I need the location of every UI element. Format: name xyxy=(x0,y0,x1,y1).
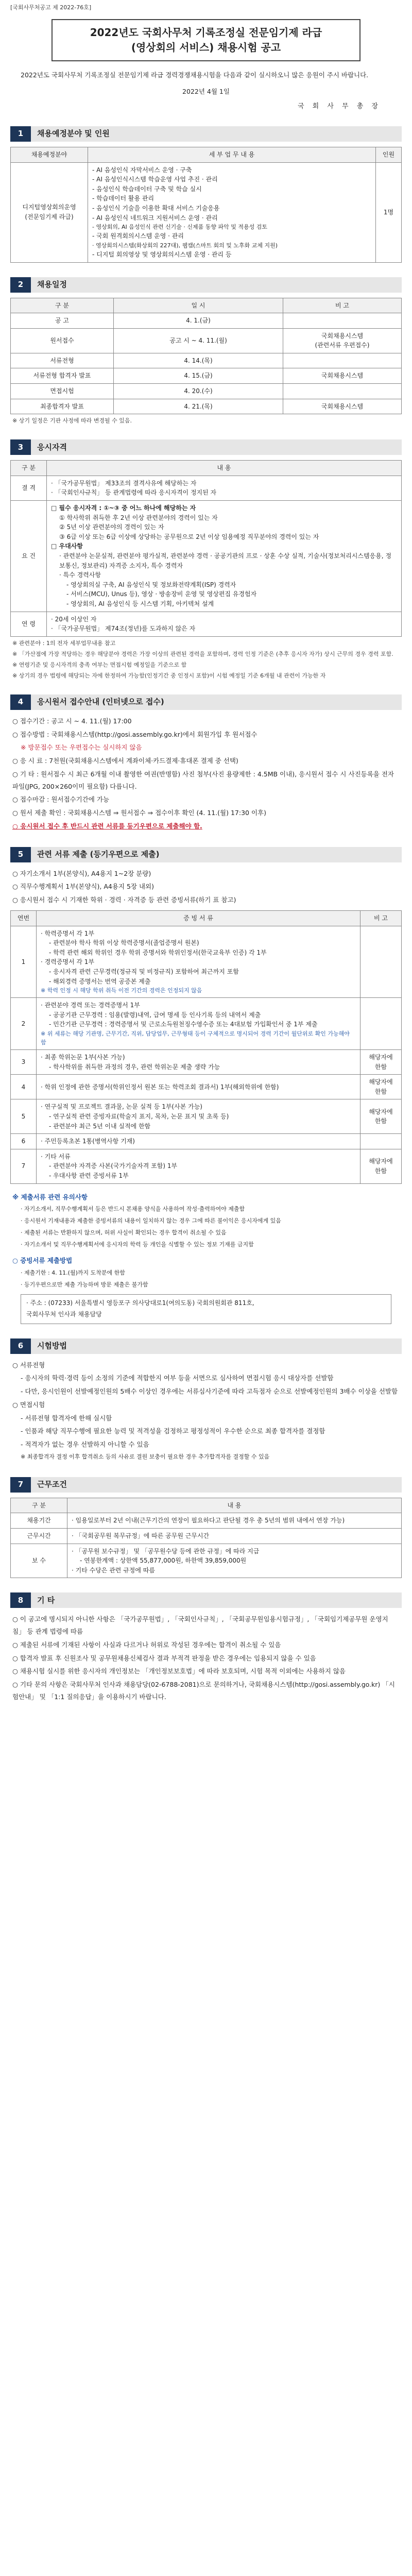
row-number: 5 xyxy=(11,1099,37,1134)
col-header: 비 고 xyxy=(360,910,402,926)
content-line: · 임용일로부터 2년 이내(근무기간의 연장이 필요하다고 판단될 경우 총 5년의 범위 내에서 연장 가능) xyxy=(72,1517,345,1524)
row-label: 요 건 xyxy=(11,501,47,612)
duty-item: - 학습데이터 활용 관리 xyxy=(92,195,154,202)
schedule-step: 면접시험 xyxy=(11,384,114,399)
notice-number: [국회사무처공고 제 2022-76호] xyxy=(10,4,92,11)
notice-title xyxy=(52,19,360,61)
eligibility-note: ※ 상기의 경우 법령에 해당되는 자에 한정하여 가능함(인정기간 중 인정시 포함)이 시험 예정일 기준 6개월 내 관련이 가능한 자 xyxy=(12,672,326,679)
info-line: ※ 최종합격자 결정 이후 합격취소 등의 사유로 결원 보충이 필요한 경우 추가합격자를 결정할 수 있음 xyxy=(21,1453,270,1460)
content-line: · 「국가공무원법」 제74조(정년)를 도과하지 않은 자 xyxy=(51,625,196,633)
row-content xyxy=(37,1050,360,1075)
note-line: · 자기소개서, 직무수행계획서 등은 반드시 본채용 양식을 사용하여 작성·출력하여야 제출함 xyxy=(21,1206,245,1213)
submit-line: · 등기우편으로만 제출 가능하며 방문 제출은 불가함 xyxy=(21,1281,148,1288)
section-number: 4 xyxy=(10,694,31,710)
info-line: ○ 서류전형 xyxy=(12,1361,45,1369)
col-header: 구 분 xyxy=(11,298,114,313)
duty-item: - 국회 원격회의시스템 운영 · 관리 xyxy=(92,232,184,240)
content-line: · 특수 경력사항 xyxy=(59,571,101,579)
duty-item: - AI 음성인식 자막서비스 운영 · 구축 xyxy=(92,166,192,174)
row-content xyxy=(37,1134,360,1149)
content-line: - 관련분야 학사 학위 이상 학력증명서(졸업증명서 원본) xyxy=(49,939,199,947)
content-line: ③ 6급 이상 또는 6급 이상에 상당하는 공무원으로 2년 이상 임용예정 직무분야의 경력이 있는 자 xyxy=(59,533,319,540)
content-line: · 기타 서류 xyxy=(41,1153,71,1160)
mailing-address-box xyxy=(21,1294,391,1324)
table-row xyxy=(11,353,402,368)
table-row xyxy=(11,1099,402,1134)
duty-item: - 음성인식 학습데이터 구축 및 학습 실시 xyxy=(92,185,202,193)
content-line: · 연구실적 및 프로젝트 결과물, 논문 실적 등 1부(사본 가능) xyxy=(41,1103,202,1111)
row-content xyxy=(37,1099,360,1134)
col-header: 증 빙 서 류 xyxy=(37,910,360,926)
section-number: 5 xyxy=(10,847,31,862)
row-number: 2 xyxy=(11,998,37,1050)
section-number: 1 xyxy=(10,126,31,142)
content-line: ※ 학력 인정 시 해당 학위 취득 이전 기간의 경력은 인정되지 않음 xyxy=(41,987,202,994)
row-note: 해당자에 한함 xyxy=(360,1099,402,1134)
content-line: · 관련분야 논문실적, 관련분야 평가실적, 관련분야 경력 · 공공기관의 프로 · 상훈 수상 실적, 기술사(정보처리시스템응용, 정보통신, 정보관리) 자격증 소지자, 특수 경력자 xyxy=(59,552,392,569)
schedule-date: 4. 15.(금) xyxy=(114,368,283,384)
schedule-step: 공 고 xyxy=(11,313,114,329)
row-note: 해당자에 한함 xyxy=(360,1075,402,1099)
submission-method xyxy=(12,1255,400,1291)
schedule-step: 원서접수 xyxy=(11,328,114,353)
note-line: · 응시원서 기재내용과 제출한 증빙서류의 내용이 일치하지 않는 경우 그에 따른 불이익은 응시자에게 있음 xyxy=(21,1217,281,1225)
note-line: · 자기소개서 및 직무수행계획서에 응시자의 학력 등 개인을 식별할 수 있는 정보 기재를 금지함 xyxy=(21,1241,254,1248)
info-line: ○ 응시원서 접수 후 반드시 관련 서류를 등기우편으로 제출해야 함. xyxy=(12,822,202,830)
schedule-note: 국회채용시스템 (관련서류 우편접수) xyxy=(283,328,402,353)
row-number: 4 xyxy=(11,1075,37,1099)
row-content xyxy=(37,1149,360,1183)
address-line: 국회사무처 인사과 채용담당 xyxy=(26,1311,102,1318)
submit-line: · 제출기한 : 4. 11.(월)까지 도착분에 한함 xyxy=(21,1269,125,1276)
row-note: 해당자에 한함 xyxy=(360,1050,402,1075)
content-line: · 경력증명서 각 1부 xyxy=(41,958,95,966)
info-line: - 응시자의 학력·경력 등이 소정의 기준에 적합한지 여부 등을 서면으로 심사하여 면접시험 응시 대상자를 선발함 xyxy=(21,1374,334,1382)
schedule-date: 4. 1.(금) xyxy=(114,313,283,329)
info-line: ○ 응시원서 접수 시 기재한 학위 · 경력 · 자격증 등 관련 증빙서류(하기 표 참고) xyxy=(12,896,236,904)
section-8-header xyxy=(10,1592,402,1608)
content-line: · 관련분야 경력 또는 경력증명서 1부 xyxy=(41,1002,140,1009)
content-line: - 공공기관 근무경력 : 임용(발령)내역, 급여 명세 등 인사기록 등의 내역서 제출 xyxy=(49,1011,261,1019)
info-line: - 서류전형 합격자에 한해 실시함 xyxy=(21,1414,112,1422)
info-line: ○ 원서 제출 확인 : 국회채용시스템 ⇒ 원서접수 ⇒ 접수이후 확인 (4. 11.(월) 17:30 이후) xyxy=(12,809,266,817)
content-line: · 최종 학위논문 1부(사본 가능) xyxy=(41,1054,125,1061)
section-title: 응시원서 접수안내 (인터넷으로 접수) xyxy=(31,694,402,710)
table-row xyxy=(11,368,402,384)
schedule-note: 국회채용시스템 xyxy=(283,368,402,384)
content-line: - 관련분야 자격증 사본(국가기술자격 포함) 1부 xyxy=(49,1162,178,1170)
row-note xyxy=(360,926,402,998)
recruitment-field-table xyxy=(10,147,402,262)
content-line: · 주민등록초본 1통(병역사항 기재) xyxy=(41,1138,135,1145)
info-line: ○ 면접시험 xyxy=(12,1400,45,1409)
content-line: - 영상회의실 구축, AI 음성인식 및 정보화전략계획(ISP) 경력자 xyxy=(66,581,236,588)
row-label: 결 격 xyxy=(11,476,47,500)
eligibility-note: ※ 「가산점에 가장 적당하는 경우 해당분야 경력은 가장 이상의 관련된 경력을 포함하며, 경력 인정 기준은 (추후 응시자 자가) 상시 근무의 경우 경력 포함. xyxy=(12,650,393,657)
content-line: · 「국회공무원 복무규정」에 따른 공무원 근무시간 xyxy=(72,1532,210,1539)
schedule-date: 4. 21.(목) xyxy=(114,399,283,414)
content-line: ② 5년 이상 관련분야의 경력이 있는 자 xyxy=(59,523,164,531)
duty-item: · 영상회의시스템(화상회의 227대), 웹캠(스마트 회의 및 노후화 교체 지원) xyxy=(92,242,278,249)
info-line: ○ 접수기간 : 공고 시 ~ 4. 11.(월) 17:00 xyxy=(12,717,132,725)
duty-item: - AI 음성인식시스템 학습운영 사업 추진 · 관리 xyxy=(92,176,218,183)
table-row xyxy=(11,399,402,414)
section-number: 2 xyxy=(10,277,31,293)
col-header: 내 용 xyxy=(67,1498,402,1513)
table-row xyxy=(11,476,402,500)
section-7-header xyxy=(10,1477,402,1493)
notes-title: ※ 제출서류 관련 유의사항 xyxy=(12,1193,88,1201)
schedule-step: 서류전형 합격자 발표 xyxy=(11,368,114,384)
eligibility-note: ※ 관련분야 : 1의 전자 세부업무내용 참고 xyxy=(12,639,116,647)
content-line: · 「공무원 보수규정」 및 「공무원수당 등에 관한 규정」에 따라 지급 xyxy=(72,1547,260,1555)
content-line: - 민간기관 근무경력 : 경력증명서 및 근로소득원천징수영수증 또는 4대보험 가입확인서 중 1부 제출 xyxy=(49,1021,318,1028)
row-number: 1 xyxy=(11,926,37,998)
section-title: 채용예정분야 및 인원 xyxy=(31,126,402,142)
row-content xyxy=(47,476,402,500)
content-line: - 응시자격 관련 근무경력(정규직 및 비정규직) 포함하여 최근까지 포함 xyxy=(49,968,239,975)
documents-notes xyxy=(12,1191,400,1250)
row-content xyxy=(47,612,402,636)
schedule-date: 공고 시 ~ 4. 11.(월) xyxy=(114,328,283,353)
content-line: · 학력증명서 각 1부 xyxy=(41,929,95,937)
row-label: 보 수 xyxy=(11,1544,67,1578)
field-name: 디지털영상회의운영 (전문임기제 라급) xyxy=(11,162,88,262)
content-line: · 20세 이상인 자 xyxy=(51,615,97,623)
table-row xyxy=(11,612,402,636)
content-line: - 영상회의, AI 음성인식 등 시스템 기획, 아키텍처 설계 xyxy=(66,600,214,608)
eligibility-table xyxy=(10,460,402,637)
info-line: - 다만, 응시인원이 선발예정인원의 5배수 이상인 경우에는 서류심사기준에 따라 고득점자 순으로 선발예정인원의 3배수 이상을 선발함 xyxy=(21,1387,398,1396)
work-conditions-table xyxy=(10,1498,402,1579)
info-line: ○ 기타 문의 사항은 국회사무처 인사과 채용담당(02-6788-2081)으로 문의하거나, 국회채용시스템(http://gosi.assembly.go.kr) 「시험안내」 및 「1:1 질의응답」을 이용하시기 바랍니다. xyxy=(12,1681,395,1701)
schedule-date: 4. 20.(수) xyxy=(114,384,283,399)
section-number: 6 xyxy=(10,1338,31,1354)
info-line: ○ 합격자 발표 후 신원조사 및 공무원채용신체검사 결과 부적격 판정을 받은 경우에는 임용되지 않을 수 있음 xyxy=(12,1654,316,1662)
section-1-header xyxy=(10,126,402,142)
duty-item: - AI 음성인식 네트워크 지원서비스 운영 · 관리 xyxy=(92,214,218,222)
schedule-note: 국회채용시스템 xyxy=(283,399,402,414)
section-number: 8 xyxy=(10,1592,31,1608)
row-content xyxy=(37,998,360,1050)
intro-paragraph: 2022년도 국회사무처 기록조정실 전문임기제 라급 경력경쟁채용시험을 다음과 같이 실시하오니 많은 응원이 주시 바랍니다. xyxy=(21,71,369,79)
col-header: 일 시 xyxy=(114,298,283,313)
table-row xyxy=(11,1134,402,1149)
schedule-note xyxy=(283,384,402,399)
section-5-header xyxy=(10,847,402,862)
table-row xyxy=(11,501,402,612)
content-line: · 「국회인사규칙」 등 관계법령에 따라 응시자격이 정지된 자 xyxy=(51,489,217,497)
content-line: · 기타 수당은 관련 규정에 따름 xyxy=(72,1566,155,1574)
col-header: 비 고 xyxy=(283,298,402,313)
table-row xyxy=(11,998,402,1050)
duty-item: - 영상회의, AI 음성인식 관련 신기술 · 신제품 동향 파악 및 적용성 검토 xyxy=(92,224,267,231)
section-2-header xyxy=(10,277,402,293)
row-content xyxy=(67,1544,402,1578)
table-row xyxy=(11,1075,402,1099)
row-number: 3 xyxy=(11,1050,37,1075)
info-line: ○ 접수방법 : 국회채용시스템(http://gosi.assembly.go.kr)에서 회원가입 후 원서접수 xyxy=(12,730,258,738)
table-row xyxy=(11,1528,402,1544)
notice-date: 2022년 4월 1일 xyxy=(182,87,230,95)
row-number: 6 xyxy=(11,1134,37,1149)
section-number: 3 xyxy=(10,439,31,455)
info-line: - 적격자가 없는 경우 선발하지 아니할 수 있음 xyxy=(21,1440,149,1449)
section-number: 7 xyxy=(10,1477,31,1493)
headcount: 1명 xyxy=(376,162,402,262)
col-header: 구 분 xyxy=(11,1498,67,1513)
submit-title: ○ 증빙서류 제출방법 xyxy=(12,1256,73,1264)
section-3-header xyxy=(10,439,402,455)
row-label: 근무시간 xyxy=(11,1528,67,1544)
eligibility-note: ※ 연령기준 및 응시자격의 충족 여부는 면접시험 예정일을 기준으로 함 xyxy=(12,661,187,668)
content-line: - 서비스(MCU), Unus 등), 영상 · 방송장비 운영 및 영상편집 유경험자 xyxy=(66,590,257,598)
table-row xyxy=(11,926,402,998)
row-content xyxy=(67,1528,402,1544)
row-content xyxy=(47,501,402,612)
col-header: 연번 xyxy=(11,910,37,926)
content-line: ※ 위 세류는 해당 기관명, 근무기간, 직위, 담당업무, 근무형태 등이 구체적으로 명시되어 경력 기간이 월단위로 확인 가능해야 함 xyxy=(41,1030,350,1046)
info-line: ○ 기 타 : 원서접수 시 최근 6개월 이내 촬영한 여권(반명함) 사진 첨부(사진 용량제한 : 4.5MB 이내), 응시원서 접수 시 사진등록을 전자파일(JPG, 200×260이미 필요함) 다릅니다. xyxy=(12,770,394,790)
content-line: - 연구실적 관련 증빙자료(학술지 표지, 목차, 논문 표지 및 초록 등) xyxy=(49,1113,229,1121)
row-content xyxy=(37,926,360,998)
row-content xyxy=(67,1513,402,1529)
table-row xyxy=(11,1513,402,1529)
table-row xyxy=(11,384,402,399)
row-label: 연 령 xyxy=(11,612,47,636)
col-header: 세 부 업 무 내 용 xyxy=(88,147,376,163)
title-line-1: 2022년도 국회사무처 기록조정실 전문임기제 라급 xyxy=(90,26,322,39)
col-header: 내 용 xyxy=(47,461,402,476)
table-row xyxy=(11,313,402,329)
duty-list xyxy=(88,162,376,262)
col-header: 구 분 xyxy=(11,461,47,476)
duty-item: - 음성인식 기술을 이용한 확대 서비스 기술응용 xyxy=(92,205,220,212)
content-line: □ 필수 응시자격 : ①~③ 중 어느 하나에 해당하는 자 xyxy=(51,504,196,512)
info-line: - 인품과 해당 직무수행에 필요한 능력 및 적격성을 검정하고 평정성적이 우수한 순으로 최종 합격자를 결정함 xyxy=(21,1427,325,1435)
row-content xyxy=(37,1075,360,1099)
content-line: - 학력 관련 해외 학위인 경우 학위 증명서와 학위인정서(한국교육부 인증) 각 1부 xyxy=(49,948,267,956)
schedule-note-text: ※ 상기 일정은 기관 사정에 따라 변경될 수 있음. xyxy=(12,417,132,425)
schedule-step: 최종합격자 발표 xyxy=(11,399,114,414)
info-line: ○ 채용시험 실시를 위한 응시자의 개인정보는 「개인정보보호법」에 따라 보호되며, 시험 목적 이외에는 사용하지 않음 xyxy=(12,1667,346,1675)
content-line: - 해외경력 증명서는 번역 공증본 제출 xyxy=(49,977,151,985)
content-line: - 관련분야 최근 5년 이내 실적에 한함 xyxy=(49,1122,151,1130)
info-line: ○ 자기소개서 1부(본양식), A4용지 1~2장 분량) xyxy=(12,869,151,877)
row-note: 해당자에 한함 xyxy=(360,1149,402,1183)
col-header: 채용예정분야 xyxy=(11,147,88,163)
other-notes xyxy=(12,1613,400,1703)
content-line: □ 우대사항 xyxy=(51,543,83,550)
section-title: 채용일정 xyxy=(31,277,402,293)
table-row xyxy=(11,1149,402,1183)
content-line: · 학위 인정에 관한 증명서(학위인정서 원본 또는 학력조회 결과서) 1부(해외학위에 한함) xyxy=(41,1083,279,1091)
table-row xyxy=(11,1050,402,1075)
info-line: ○ 직무수행계획서 1부(본양식), A4용지 5장 내외) xyxy=(12,883,154,891)
address-line: · 주소 : (07233) 서울특별시 영등포구 의사당대로1(여의도동) 국회의원회관 811호, xyxy=(26,1299,254,1307)
row-note xyxy=(360,1134,402,1149)
info-line: ○ 접수마감 : 원서접수기간에 가능 xyxy=(12,795,109,804)
content-line: - 학사학위를 취득한 과정의 경우, 관련 학위논문 제출 생략 가능 xyxy=(49,1063,220,1071)
section-6-header xyxy=(10,1338,402,1354)
table-row xyxy=(11,328,402,353)
content-line: ① 학사학위 취득한 후 2년 이상 관련분야의 경력이 있는 자 xyxy=(59,514,218,521)
issuing-organization: 국 회 사 무 총 장 xyxy=(297,102,381,110)
content-line: - 연봉한계액 : 상한액 55,877,000원, 하한액 39,859,000원 xyxy=(80,1557,247,1565)
schedule-table xyxy=(10,298,402,415)
info-line: ○ 제출된 서류에 기재된 사항이 사실과 다르거나 허위로 작성된 경우에는 합격이 취소될 수 있음 xyxy=(12,1640,281,1649)
row-note xyxy=(360,998,402,1050)
content-line: · 「국가공무원법」 제33조의 결격사유에 해당하는 자 xyxy=(51,479,197,487)
info-line: ○ 이 공고에 명시되지 아니한 사항은 「국가공무원법」, 「국회인사규칙」, 「국회공무원임용시험규정」, 「국회임기제공무원 운영지침」 등 관계 법령에 따름 xyxy=(12,1615,388,1636)
schedule-note xyxy=(283,353,402,368)
info-line: ※ 방문접수 또는 우편접수는 실시하지 않음 xyxy=(21,743,142,752)
duty-item: - 디지털 회의영상 및 영상회의시스템 운영 · 관리 등 xyxy=(92,250,232,258)
section-title: 근무조건 xyxy=(31,1477,402,1493)
documents-intro xyxy=(12,868,400,906)
row-number: 7 xyxy=(11,1149,37,1183)
section-title: 시험방법 xyxy=(31,1338,402,1354)
col-header: 인원 xyxy=(376,147,402,163)
table-row xyxy=(11,1544,402,1578)
schedule-note xyxy=(283,313,402,329)
section-title: 관련 서류 제출 (등기우편으로 제출) xyxy=(31,847,402,862)
note-line: · 제출된 서류는 반환하지 않으며, 허위 사실이 확인되는 경우 합격이 취소될 수 있음 xyxy=(21,1229,227,1236)
row-label: 채용기간 xyxy=(11,1513,67,1529)
info-line: ○ 응 시 료 : 7천원(국회채용시스템에서 계좌이체·카드결제·휴대폰 결제 중 선택) xyxy=(12,757,238,765)
documents-table xyxy=(10,910,402,1184)
schedule-step: 서류전형 xyxy=(11,353,114,368)
application-info xyxy=(12,715,400,833)
section-title: 기 타 xyxy=(31,1592,402,1608)
section-4-header xyxy=(10,694,402,710)
title-line-2: (영상회의 서비스) 채용시험 공고 xyxy=(131,41,281,54)
exam-method xyxy=(12,1359,400,1463)
schedule-date: 4. 14.(목) xyxy=(114,353,283,368)
content-line: - 우대사항 관련 증빙서류 1부 xyxy=(49,1172,129,1179)
section-title: 응시자격 xyxy=(31,439,402,455)
